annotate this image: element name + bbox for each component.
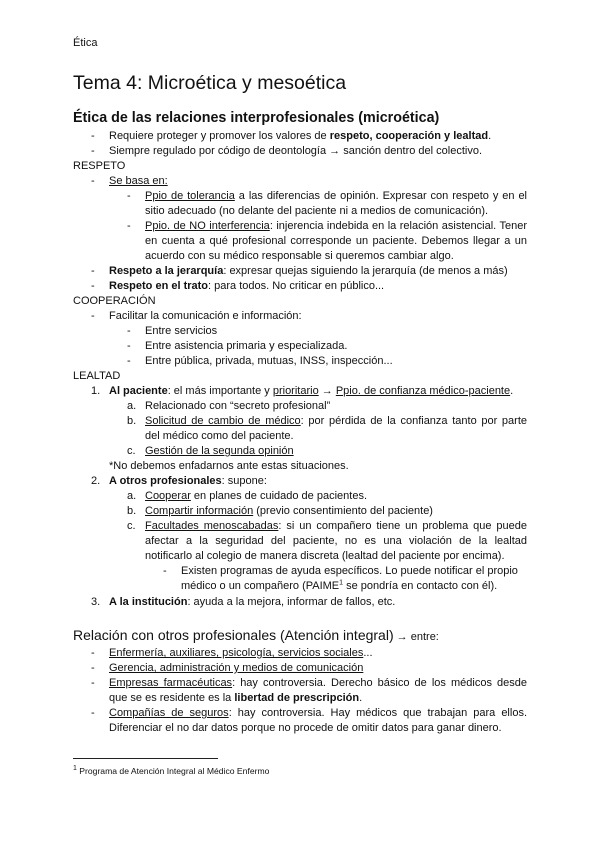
list-item-continuation: que se es residente es la libertad de prescripción. bbox=[109, 692, 363, 704]
footnote: $^1$ Programa de Atención Integral al Médico Enfermo bbox=[73, 765, 270, 776]
list-item-continuation: sitio adecuado (no delante del paciente ni a medios de comunicación). bbox=[145, 205, 489, 217]
list-item-continuation: acuerdo con su médico responsable si queremos cambiar algo. bbox=[145, 250, 454, 262]
list-item: Compañías de seguros: hay controversia. Hay médicos que trabajan para ellos. bbox=[109, 707, 527, 719]
bullet-marker: - bbox=[127, 340, 131, 352]
bullet-marker: - bbox=[91, 145, 95, 157]
note: *No debemos enfadarnos ante estas situaciones. bbox=[109, 460, 349, 472]
list-item-continuation: médico o un compañero (PAIME$^1$ se pondría en contacto con él). bbox=[181, 579, 498, 592]
list-number: 1. bbox=[91, 385, 101, 397]
bullet-marker: - bbox=[91, 310, 95, 322]
list-item-continuation: del médico como del paciente. bbox=[145, 430, 294, 442]
list-number: 2. bbox=[91, 475, 101, 487]
subsection-label-respeto: RESPETO bbox=[73, 160, 126, 172]
list-number: 3. bbox=[91, 596, 101, 608]
bullet-marker: - bbox=[91, 130, 95, 142]
list-item-continuation: notificarlo al colegio de manera discreta (lealtad del paciente por encima). bbox=[145, 550, 505, 562]
subsection-label-cooperacion: COOPERACIÓN bbox=[73, 295, 156, 307]
bullet-marker: - bbox=[91, 265, 95, 277]
list-item: Cooperar en planes de cuidado de pacientes. bbox=[145, 490, 367, 502]
bullet-marker: - bbox=[91, 662, 95, 674]
list-item: Gerencia, administración y medios de comunicación bbox=[109, 662, 364, 674]
page-title: Tema 4: Microética y mesoética bbox=[73, 72, 347, 94]
bullet-marker: - bbox=[91, 707, 95, 719]
list-item-continuation: Diferenciar el no dar datos porque no procede de omitir datos para ganar dinero. bbox=[109, 722, 502, 734]
list-item: Entre servicios bbox=[145, 325, 218, 337]
bullet-marker: - bbox=[91, 175, 95, 187]
list-item-continuation: en cuenta a qué profesional corresponde un paciente. Debemos llegar a un bbox=[145, 235, 527, 247]
list-letter: a. bbox=[127, 490, 137, 502]
list-item: Entre asistencia primaria y especializada. bbox=[145, 340, 348, 352]
section-heading-atencion-integral: Relación con otros profesionales (Atención integral) → entre: bbox=[73, 627, 439, 643]
footnote-divider bbox=[73, 758, 218, 759]
list-item: Entre pública, privada, mutuas, INSS, inspección... bbox=[145, 355, 393, 367]
bullet-marker: - bbox=[127, 220, 131, 232]
bullet-marker: - bbox=[91, 280, 95, 292]
list-item-trato: Respeto en el trato: para todos. No criticar en público... bbox=[109, 280, 385, 292]
list-item: Facilitar la comunicación e información: bbox=[109, 310, 302, 322]
list-item-otros-profesionales: A otros profesionales: supone: bbox=[109, 475, 267, 487]
list-letter: b. bbox=[127, 505, 137, 517]
list-item-no-interferencia: Ppio. de NO interferencia: injerencia indebida en la relación asistencial. Tener bbox=[145, 220, 527, 232]
list-letter: a. bbox=[127, 400, 137, 412]
subsection-label-lealtad: LEALTAD bbox=[73, 370, 121, 382]
bullet-marker: - bbox=[127, 325, 131, 337]
list-item: Solicitud de cambio de médico: por pérdida de la confianza tanto por parte bbox=[145, 415, 527, 427]
list-letter: b. bbox=[127, 415, 137, 427]
bullet-marker: - bbox=[91, 677, 95, 689]
list-item: Enfermería, auxiliares, psicología, servicios sociales... bbox=[109, 647, 373, 659]
bullet-marker: - bbox=[91, 647, 95, 659]
list-item-continuation: afectar a la seguridad del paciente, no es una violación de la lealtad bbox=[145, 535, 527, 547]
list-item: Requiere proteger y promover los valores de respeto, cooperación y lealtad. bbox=[109, 130, 492, 142]
list-item: Facultades menoscabadas: si un compañero tiene un problema que puede bbox=[145, 520, 528, 532]
bullet-marker: - bbox=[163, 565, 167, 577]
section-heading-microetica: Ética de las relaciones interprofesionales (microética) bbox=[73, 110, 440, 126]
list-item: Compartir información (previo consentimiento del paciente) bbox=[145, 505, 433, 517]
bullet-marker: - bbox=[127, 190, 131, 202]
list-item-institucion: A la institución: ayuda a la mejora, informar de fallos, etc. bbox=[109, 596, 396, 608]
list-item: Empresas farmacéuticas: hay controversia. Derecho básico de los médicos desde bbox=[109, 677, 527, 689]
list-item: Relacionado con “secreto profesional” bbox=[145, 400, 331, 412]
bullet-marker: - bbox=[127, 355, 131, 367]
list-item-tolerancia: Ppio de tolerancia a las diferencias de opinión. Expresar con respeto y en el bbox=[145, 190, 528, 202]
list-item-jerarquia: Respeto a la jerarquía: expresar quejas siguiendo la jerarquía (de menos a más) bbox=[109, 265, 508, 277]
list-item: Gestión de la segunda opinión bbox=[145, 445, 294, 457]
page-header: Ética bbox=[73, 37, 98, 49]
list-item: Existen programas de ayuda específicos. Lo puede notificar el propio bbox=[181, 565, 518, 577]
list-item-paciente: Al paciente: el más importante y prioritario → Ppio. de confianza médico-paciente. bbox=[109, 385, 514, 397]
list-item: Se basa en: bbox=[109, 175, 168, 187]
list-letter: c. bbox=[127, 445, 136, 457]
list-item: Siempre regulado por código de deontología → sanción dentro del colectivo. bbox=[109, 145, 483, 157]
list-letter: c. bbox=[127, 520, 136, 532]
footnote-ref: 1 bbox=[339, 579, 344, 587]
